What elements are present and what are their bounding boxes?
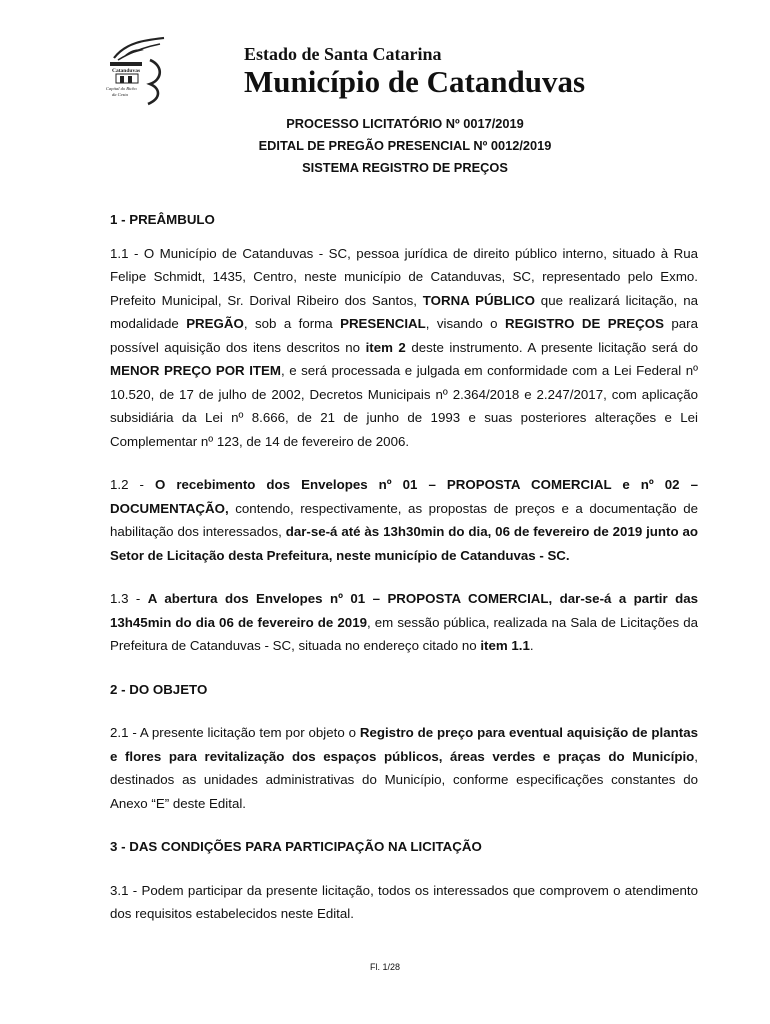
bold-text: Registro de preço para eventual aquisição de plantas e flores para revitalização dos espaços públicos, áreas verdes e praças do Município <box>110 725 698 764</box>
page-number: Fl. 1/28 <box>369 962 400 972</box>
bold-text: item 2 <box>365 339 406 355</box>
edital-number: EDITAL DE PREGÃO PRESENCIAL Nº 0012/2019 <box>258 138 552 153</box>
letterhead <box>244 44 585 99</box>
paragraph-3-1: 3.1 - Podem participar da presente licitação, todos os interessados que comprovem o atendimento dos requisitos estabelecidos neste Edital. <box>110 882 698 921</box>
paragraph-1-1 <box>110 242 698 454</box>
text: . <box>529 638 534 653</box>
bold-text: REGISTRO DE PREÇOS <box>505 316 664 331</box>
logo-text-1: Catanduvas <box>112 68 141 74</box>
text: 2.1 - A presente licitação tem por objeto o <box>110 725 360 740</box>
system-title: SISTEMA REGISTRO DE PREÇOS <box>302 160 508 175</box>
municipality-name: Município de Catanduvas <box>244 64 586 99</box>
logo-text-2: Capital do Bicho <box>106 86 137 91</box>
text: deste instrumento. A presente licitação será do <box>405 339 698 355</box>
bold-text: PREGÃO <box>186 316 244 331</box>
text: que realizará licitação, na modalidade <box>110 292 698 331</box>
bold-text: dar-se-á até às 13h30min do dia, 06 de fevereiro de 2019 junto ao Setor de Licitação desta Prefeitura, neste município de Catanduvas - SC. <box>110 524 698 563</box>
bold-text: item 1.1 <box>480 638 530 653</box>
text: 1.1 - O Município de Catanduvas - SC, pessoa jurídica de direito público interno, situado à Rua Felipe Schmidt, 1435, Centro, neste município de Catanduvas, SC, representado pelo Exmo. Prefeito Municipal, Sr. Dorival Ribeiro dos Santos, <box>110 245 698 308</box>
state-name: Estado de Santa Catarina <box>244 44 442 64</box>
section-2-title: 2 - DO OBJETO <box>110 681 208 697</box>
text: contendo, respectivamente, as propostas de preços e a documentação de habilitação dos interessados, <box>110 500 698 539</box>
process-number: PROCESSO LICITATÓRIO Nº 0017/2019 <box>286 116 524 131</box>
bold-text: TORNA PÚBLICO <box>422 292 535 308</box>
bold-text: PRESENCIAL <box>340 316 426 331</box>
section-1-title: 1 - PREÂMBULO <box>110 212 215 227</box>
bold-text: O recebimento dos Envelopes nº 01 – PROPOSTA COMERCIAL e nº 02 – DOCUMENTAÇÃO, <box>110 477 698 516</box>
paragraph-1-3 <box>110 587 698 658</box>
text: 1.3 - <box>110 591 148 606</box>
text: 1.2 - <box>110 477 155 492</box>
text: , sob a forma <box>243 316 341 331</box>
text: , e será processada e julgada em conformidade com a Lei Federal nº 10.520, de 17 de julho de 2002, Decretos Municipais nº 2.364/2018 e 2.247/2017, com aplicação subsidiária da Lei nº 8.666, de 21 de junho de 1993 e suas posteriores alterações e Lei Complementar nº 123, de 14 de fevereiro de 2006. <box>110 363 698 449</box>
section-3-title: 3 - DAS CONDIÇÕES PARA PARTICIPAÇÃO NA LICITAÇÃO <box>110 839 482 854</box>
document-titles <box>110 113 700 179</box>
text: , em sessão pública, realizada na Sala de Licitações da Prefeitura de Catanduvas - SC, situada no endereço citado no <box>110 614 698 653</box>
text: , visando o <box>425 316 505 331</box>
text: , destinados as unidades administrativas do Município, conforme especificações constantes do Anexo “E” deste Edital. <box>110 748 698 811</box>
paragraph-2-1 <box>110 721 698 815</box>
bold-text: A abertura dos Envelopes nº 01 – PROPOSTA COMERCIAL, dar-se-á a partir das 13h45min do dia 06 de fevereiro de 2019 <box>110 591 698 630</box>
logo-text-3: da Cesta <box>112 92 128 97</box>
paragraph-1-2 <box>110 473 698 567</box>
text: para possível aquisição dos itens descritos no <box>110 316 698 355</box>
municipality-logo <box>104 36 172 108</box>
document-body <box>110 208 698 926</box>
bold-text: MENOR PREÇO POR ITEM <box>110 363 281 378</box>
